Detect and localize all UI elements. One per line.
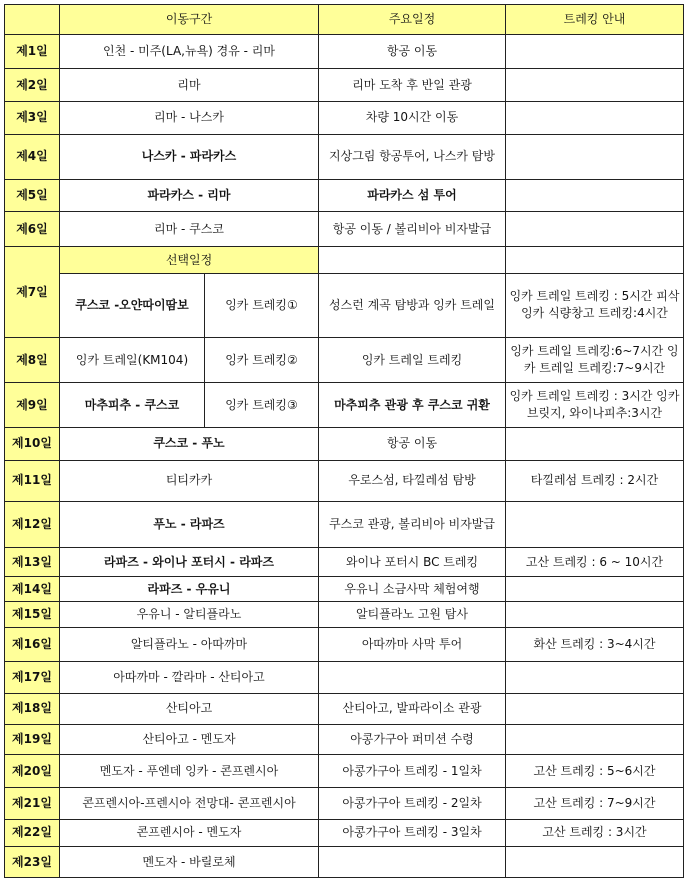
table-row — [5, 428, 684, 461]
table-row — [5, 69, 684, 102]
empty-cell — [319, 247, 506, 274]
empty-cell — [506, 247, 684, 274]
trek-name-cell: 잉카 트레킹② — [205, 338, 319, 383]
schedule-cell — [319, 847, 506, 878]
table-row — [5, 134, 684, 179]
day-cell: 제3일 — [5, 102, 60, 135]
trek-cell: 고산 트레킹 : 5~6시간 — [506, 755, 684, 788]
trek-cell — [506, 501, 684, 547]
table-row — [5, 724, 684, 755]
trek-cell — [506, 577, 684, 602]
day-cell: 제23일 — [5, 847, 60, 878]
day-cell: 제9일 — [5, 383, 60, 428]
route-cell: 티티카카 — [60, 460, 319, 501]
schedule-cell: 아콩가구아 트레킹 - 3일차 — [319, 819, 506, 847]
table-row — [5, 755, 684, 788]
day-cell: 제7일 — [5, 247, 60, 338]
table-row — [5, 547, 684, 577]
day-cell: 제8일 — [5, 338, 60, 383]
route-cell: 푸노 - 라파즈 — [60, 501, 319, 547]
route-cell: 파라카스 - 리마 — [60, 179, 319, 212]
trek-cell — [506, 34, 684, 69]
schedule-cell: 파라카스 섬 투어 — [319, 179, 506, 212]
schedule-cell: 지상그림 항공투어, 나스카 탐방 — [319, 134, 506, 179]
day-cell: 제17일 — [5, 662, 60, 694]
table-row — [5, 577, 684, 602]
route-cell: 아따까마 - 깔라마 - 산티아고 — [60, 662, 319, 694]
route-cell: 리마 - 나스카 — [60, 102, 319, 135]
trek-cell — [506, 134, 684, 179]
schedule-cell: 우로스섬, 타낄레섬 탐방 — [319, 460, 506, 501]
day-cell: 제2일 — [5, 69, 60, 102]
schedule-cell: 항공 이동 — [319, 428, 506, 461]
table-row — [5, 273, 684, 337]
trek-cell: 잉카 트레일 트레킹 : 3시간 잉카브릿지, 와이나피추:3시간 — [506, 383, 684, 428]
route-cell: 리마 — [60, 69, 319, 102]
day-cell: 제13일 — [5, 547, 60, 577]
trek-cell — [506, 724, 684, 755]
schedule-cell: 아따까마 사막 투어 — [319, 628, 506, 662]
route-cell: 쿠스코 -오얀따이땀보 — [60, 273, 205, 337]
trek-cell — [506, 601, 684, 628]
option-header-row — [5, 247, 684, 274]
trek-cell — [506, 212, 684, 247]
route-cell: 산티아고 — [60, 693, 319, 724]
schedule-cell: 알티플라노 고원 탐사 — [319, 601, 506, 628]
table-row — [5, 383, 684, 428]
header-row — [5, 5, 684, 35]
header-schedule: 주요일정 — [319, 5, 506, 35]
schedule-cell: 우유니 소금사막 체험여행 — [319, 577, 506, 602]
schedule-cell: 아콩가구아 트레킹 - 1일차 — [319, 755, 506, 788]
day-cell: 제21일 — [5, 787, 60, 819]
day-cell: 제18일 — [5, 693, 60, 724]
trek-cell: 고산 트레킹 : 3시간 — [506, 819, 684, 847]
route-cell: 산티아고 - 멘도자 — [60, 724, 319, 755]
day-cell: 제16일 — [5, 628, 60, 662]
trek-cell — [506, 69, 684, 102]
route-cell: 멘도자 - 바릴로체 — [60, 847, 319, 878]
table-row — [5, 847, 684, 878]
schedule-cell: 리마 도착 후 반일 관광 — [319, 69, 506, 102]
table-row — [5, 460, 684, 501]
route-cell: 마추피추 - 쿠스코 — [60, 383, 205, 428]
table-row — [5, 693, 684, 724]
route-cell: 리마 - 쿠스코 — [60, 212, 319, 247]
day-cell: 제19일 — [5, 724, 60, 755]
trek-cell: 화산 트레킹 : 3~4시간 — [506, 628, 684, 662]
trek-cell: 잉카 트레일 트레킹:6~7시간 잉카 트레일 트레킹:7~9시간 — [506, 338, 684, 383]
schedule-cell: 산티아고, 발파라이소 관광 — [319, 693, 506, 724]
table-row — [5, 819, 684, 847]
schedule-cell: 항공 이동 — [319, 34, 506, 69]
trek-cell: 잉카 트레일 트레킹 : 5시간 피삭잉카 식량창고 트레킹:4시간 — [506, 273, 684, 337]
trek-name-cell: 잉카 트레킹③ — [205, 383, 319, 428]
day-cell: 제14일 — [5, 577, 60, 602]
table-row — [5, 102, 684, 135]
trek-cell — [506, 102, 684, 135]
table-row — [5, 179, 684, 212]
trek-cell: 타낄레섬 트레킹 : 2시간 — [506, 460, 684, 501]
trek-name-cell: 잉카 트레킹① — [205, 273, 319, 337]
schedule-cell: 와이나 포터시 BC 트레킹 — [319, 547, 506, 577]
day-cell: 제22일 — [5, 819, 60, 847]
header-trekking: 트레킹 안내 — [506, 5, 684, 35]
itinerary-table — [4, 4, 684, 878]
route-cell: 라파즈 - 우유니 — [60, 577, 319, 602]
table-row — [5, 34, 684, 69]
table-row — [5, 662, 684, 694]
table-row — [5, 601, 684, 628]
schedule-cell: 아콩가구아 트레킹 - 2일차 — [319, 787, 506, 819]
day-cell: 제4일 — [5, 134, 60, 179]
day-cell: 제20일 — [5, 755, 60, 788]
day-cell: 제1일 — [5, 34, 60, 69]
trek-cell — [506, 847, 684, 878]
option-label: 선택일정 — [60, 247, 319, 274]
table-row — [5, 501, 684, 547]
route-cell: 인천 - 미주(LA,뉴욕) 경유 - 리마 — [60, 34, 319, 69]
schedule-cell: 아콩가구아 퍼미션 수령 — [319, 724, 506, 755]
trek-cell: 고산 트레킹 : 7~9시간 — [506, 787, 684, 819]
schedule-cell: 항공 이동 / 볼리비아 비자발급 — [319, 212, 506, 247]
schedule-cell — [319, 662, 506, 694]
header-day — [5, 5, 60, 35]
route-cell: 콘프렌시아 - 멘도자 — [60, 819, 319, 847]
table-row — [5, 628, 684, 662]
route-cell: 멘도자 - 푸엔데 잉카 - 콘프렌시아 — [60, 755, 319, 788]
route-cell: 잉카 트레일(KM104) — [60, 338, 205, 383]
route-cell: 나스카 - 파라카스 — [60, 134, 319, 179]
trek-cell — [506, 662, 684, 694]
trek-cell — [506, 179, 684, 212]
day-cell: 제12일 — [5, 501, 60, 547]
schedule-cell: 성스런 계곡 탐방과 잉카 트레일 — [319, 273, 506, 337]
route-cell: 라파즈 - 와이나 포터시 - 라파즈 — [60, 547, 319, 577]
schedule-cell: 잉카 트레일 트레킹 — [319, 338, 506, 383]
route-cell: 우유니 - 알티플라노 — [60, 601, 319, 628]
route-cell: 쿠스코 - 푸노 — [60, 428, 319, 461]
day-cell: 제11일 — [5, 460, 60, 501]
route-cell: 콘프렌시아-프렌시아 전망대- 콘프렌시아 — [60, 787, 319, 819]
schedule-cell: 마추피추 관광 후 쿠스코 귀환 — [319, 383, 506, 428]
trek-cell — [506, 428, 684, 461]
route-cell: 알티플라노 - 아따까마 — [60, 628, 319, 662]
schedule-cell: 차량 10시간 이동 — [319, 102, 506, 135]
table-row — [5, 787, 684, 819]
table-row — [5, 212, 684, 247]
day-cell: 제5일 — [5, 179, 60, 212]
trek-cell — [506, 693, 684, 724]
day-cell: 제6일 — [5, 212, 60, 247]
header-route: 이동구간 — [60, 5, 319, 35]
day-cell: 제10일 — [5, 428, 60, 461]
table-row — [5, 338, 684, 383]
schedule-cell: 쿠스코 관광, 볼리비아 비자발급 — [319, 501, 506, 547]
trek-cell: 고산 트레킹 : 6 ~ 10시간 — [506, 547, 684, 577]
day-cell: 제15일 — [5, 601, 60, 628]
